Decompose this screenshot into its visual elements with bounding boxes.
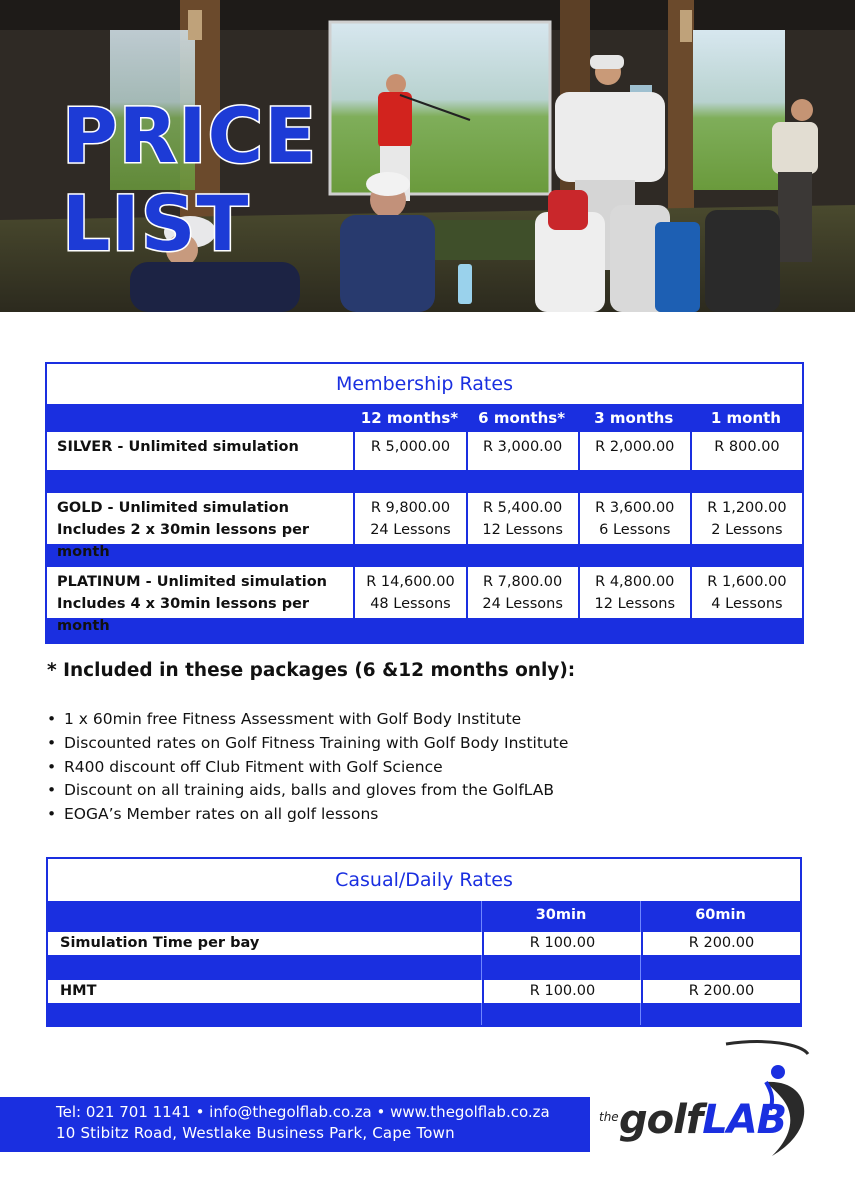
price-cell: R 200.00: [641, 932, 800, 955]
hero-photo: [0, 0, 855, 312]
header-blank: [47, 404, 353, 432]
price-cell: R 800.00: [690, 432, 802, 470]
price-cell: [353, 567, 465, 618]
table-row-platinum: [47, 567, 802, 634]
list-item-text: Discount on all training aids, balls and gloves from the GolfLAB: [64, 781, 555, 800]
header-12-months: 12 months*: [360, 409, 459, 427]
logo-golf: golf: [619, 1097, 703, 1143]
lessons-value: 4 Lessons: [711, 596, 783, 612]
price-value: R 3,600.00: [595, 500, 675, 516]
list-item: [47, 732, 568, 756]
header-60min: 60min: [695, 907, 746, 923]
list-item: [47, 803, 568, 827]
table-row-simulation: [48, 932, 800, 955]
price-cell: R 100.00: [482, 932, 641, 955]
lessons-value: 6 Lessons: [599, 522, 671, 538]
bullet-icon: •: [47, 781, 57, 800]
price-cell: R 200.00: [641, 980, 800, 1003]
price-cell: R 3,000.00: [466, 432, 578, 470]
lessons-value: 24 Lessons: [482, 596, 563, 612]
price-value: R 14,600.00: [366, 574, 455, 590]
price-cell: [578, 567, 690, 618]
row-label: HMT: [48, 980, 482, 1003]
header-30min: 30min: [482, 901, 641, 932]
list-item: [47, 779, 568, 803]
membership-caption: Membership Rates: [47, 364, 802, 404]
list-item: [47, 708, 568, 732]
contact-line: Tel: 021 701 1141 • info@thegolflab.co.za • www.thegolflab.co.za: [56, 1103, 550, 1121]
price-value: R 4,800.00: [595, 574, 675, 590]
price-value: R 1,600.00: [707, 574, 787, 590]
title-line-2: LIST: [62, 179, 250, 268]
table-row-silver: [47, 432, 802, 470]
header-blank: [48, 901, 482, 932]
price-cell: [466, 493, 578, 544]
membership-rates-table: [45, 362, 804, 644]
bullet-icon: •: [47, 805, 57, 824]
lessons-value: 12 Lessons: [482, 522, 563, 538]
logo-lab: LAB: [702, 1097, 787, 1143]
row-spacer: [48, 1003, 800, 1025]
price-value: R 1,200.00: [707, 500, 787, 516]
price-cell: [690, 567, 802, 618]
price-cell: R 5,000.00: [353, 432, 465, 470]
list-item-text: R400 discount off Club Fitment with Golf Science: [64, 757, 443, 776]
row-label: Simulation Time per bay: [48, 932, 482, 955]
lessons-value: 24 Lessons: [370, 522, 451, 538]
row-label: [47, 567, 353, 634]
price-list-title: [62, 92, 322, 268]
bullet-icon: •: [47, 733, 57, 752]
row-subtitle: Includes 4 x 30min lessons per month: [57, 596, 310, 634]
casual-caption: Casual/Daily Rates: [48, 859, 800, 901]
price-value: R 9,800.00: [370, 500, 451, 516]
row-name: PLATINUM - Unlimited simulation: [57, 574, 327, 590]
price-cell: [353, 493, 465, 544]
lessons-value: 2 Lessons: [711, 522, 783, 538]
logo-the: the: [599, 1110, 619, 1124]
included-heading: * Included in these packages (6 &12 months only):: [47, 660, 576, 681]
lessons-value: 12 Lessons: [594, 596, 676, 612]
row-spacer: [48, 955, 800, 980]
table-row-gold: [47, 493, 802, 560]
membership-header-row: [47, 404, 802, 432]
list-item-text: EOGA’s Member rates on all golf lessons: [64, 805, 379, 824]
table-row-hmt: [48, 980, 800, 1003]
row-name: GOLD - Unlimited simulation: [57, 500, 289, 516]
casual-rates-table: [46, 857, 802, 1027]
price-value: R 5,400.00: [482, 500, 563, 516]
header-3-months: 3 months: [594, 409, 674, 427]
header-6-months: 6 months*: [478, 409, 566, 427]
address-line: 10 Stibitz Road, Westlake Business Park, Cape Town: [56, 1124, 455, 1142]
price-cell: R 2,000.00: [578, 432, 690, 470]
price-cell: [466, 567, 578, 618]
price-cell: R 100.00: [482, 980, 641, 1003]
bullet-icon: •: [47, 710, 57, 728]
bullet-icon: •: [47, 757, 57, 776]
lessons-value: 48 Lessons: [370, 596, 451, 612]
row-subtitle: Includes 2 x 30min lessons per month: [57, 522, 310, 560]
price-cell: [578, 493, 690, 544]
row-spacer: [47, 470, 802, 493]
price-cell: [690, 493, 802, 544]
price-value: R 7,800.00: [482, 574, 563, 590]
list-item-text: Discounted rates on Golf Fitness Training with Golf Body Institute: [64, 733, 569, 752]
header-1-month: 1 month: [710, 409, 781, 427]
list-item-text: 1 x 60min free Fitness Assessment with Golf Body Institute: [64, 710, 522, 728]
casual-header-row: [48, 901, 800, 932]
row-label: [47, 493, 353, 560]
title-line-1: PRICE: [62, 91, 318, 180]
list-item: [47, 756, 568, 780]
row-label: SILVER - Unlimited simulation: [47, 432, 353, 470]
golflab-logo: [619, 1097, 786, 1143]
included-list: [47, 708, 568, 827]
